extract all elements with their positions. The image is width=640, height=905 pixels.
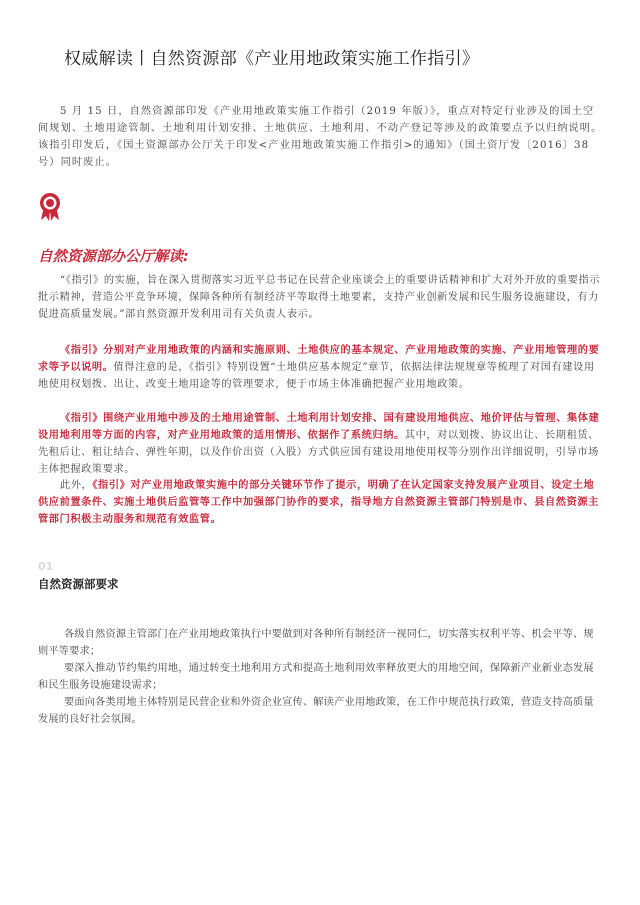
requirement-paragraph: 各级自然资源主管部门在产业用地政策执行中要做到对各种所有制经济一视同仁，切实落实权利平等、机会平等、规则平等要求； [38, 629, 594, 657]
section-number: 01 [38, 560, 54, 573]
body-text: 值得注意的是，《指引》特别设置“土地供应基本规定”章节，依据法律法规规章等梳理了对国有建设用地使用权划拨、出让、改变土地用途等的管理要求，便于市场主体准确把握产业用地政策。 [38, 362, 595, 390]
section-heading: 自然资源部要求 [38, 577, 119, 591]
requirement-paragraph: 要深入推动节约集约用地，通过转变土地利用方式和提高土地利用效率释放更大的用地空间，保障新产业新业态发展和民生服务设施建设需求； [38, 663, 594, 691]
explanation-paragraph-2 [38, 342, 604, 393]
explanation-paragraph-3 [38, 410, 604, 478]
explanation-paragraph-1: “《指引》的实施，旨在深入贯彻落实习近平总书记在民营企业座谈会上的重要讲话精神和扩大对外开放的重要指示批示精神，营造公平竞争环境，保障各种所有制经济平等取得土地要素，支持产业创新发展和民生服务设施建设，有力促进高质量发展。”部自然资源开发利用司有关负责人表示。 [38, 275, 601, 320]
body-text: 其中，对以划拨、协议出让、长期租赁、先租后让、租让结合、弹性年期，以及作价出资（入股）方式供应国有建设用地使用权等分别作出详细说明，引导市场主体把握政策要求。 [38, 430, 599, 475]
intro-paragraph: 5 月 15 日，自然资源部印发《产业用地政策实施工作指引（2019 年版）》，重点对特定行业涉及的国土空间规划、土地用途管制、土地利用计划安排、土地供应、土地利用、不动产登记等涉及的政策要点予以归纳说明。该指引印发后，《国土资源部办公厅关于印发<产业用地政策实施工作指引>的通知》（国土资厅发〔2016〕38 号）同时废止。 [38, 106, 603, 168]
award-ribbon-icon [38, 192, 62, 222]
section-subheading: 自然资源部办公厅解读: [38, 249, 189, 265]
highlighted-text: 《指引》围绕产业用地中涉及的土地用途管制、土地利用计划安排、国有建设用地供应、地价评估与管理、集体建设用地利用等方面的内容，对产业用地政策的适用情形、依据作了系统归纳。 [38, 412, 600, 441]
requirement-paragraph: 要面向各类用地主体特别是民营企业和外资企业宣传、解读产业用地政策，在工作中规范执行政策，营造支持高质量发展的良好社会氛围。 [38, 697, 594, 725]
explanation-paragraph-4 [38, 477, 604, 528]
page-title: 权威解读丨自然资源部《产业用地政策实施工作指引》 [64, 49, 480, 69]
highlighted-text: 《指引》对产业用地政策实施中的部分关键环节作了提示，明确了在认定国家支持发展产业项目、设定土地供应前置条件、实施土地供后监管等工作中加强部门协作的要求，指导地方自然资源主管部门特别是市、县自然资源主管部门积极主动服务和规范有效监管。 [38, 479, 599, 525]
highlighted-text: 《指引》分别对产业用地政策的内涵和实施原则、土地供应的基本规定、产业用地政策的实施、产业用地管理的要求等予以说明。 [38, 344, 600, 373]
body-text: 此外， [60, 480, 93, 491]
